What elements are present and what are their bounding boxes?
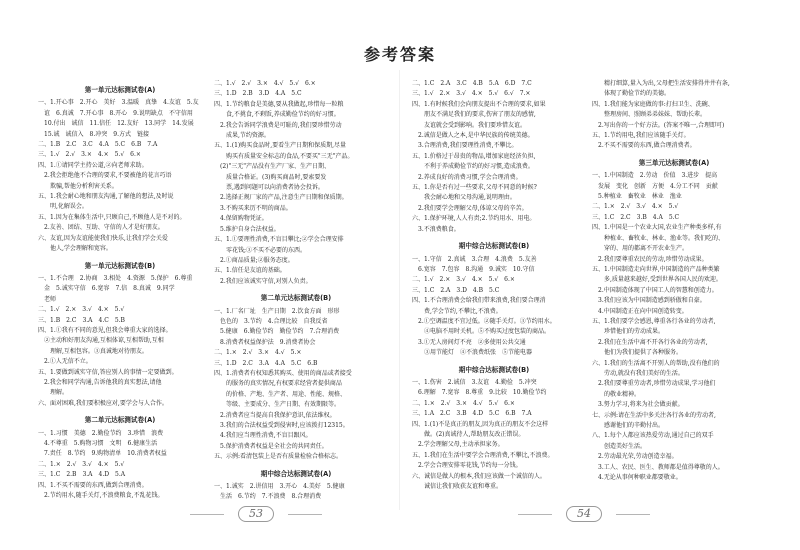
answer-line: 发展 变化 创新 方便 4.分工不同 贡献 (592, 182, 718, 190)
answer-line: 3.不购买来历不明的商品。 (214, 204, 292, 212)
answer-line: 2.友善、团结、互助、守信的人才是好朋友。 (38, 224, 164, 232)
answer-line: 朋友不满足我们的要求,伤害了朋友的感情, (412, 111, 536, 119)
answer-line: 2.中国制造体现了中国工人的智慧和创造力。 (592, 286, 718, 294)
answer-line: 五、1.因为在集体生活中,只顾自己,不顾他人是不对的。 (38, 213, 186, 221)
answer-line: 2.养成良好的消费习惯,学会合理消费。 (412, 173, 522, 181)
answer-line: 5.健康 6.勤俭节约 勤俭节约 7.合理消费 (214, 328, 340, 336)
answer-line: 零花钱;③不买不必要的东西。 (214, 246, 307, 254)
answer-line: 一、1.厂名厂址 生产日期 2.饮食方面 形形 (214, 307, 340, 315)
answer-column-4 (592, 79, 756, 503)
answer-line: 5.保护消费者权益是全社会的共同责任。 (214, 442, 328, 450)
page-number-right (554, 506, 614, 522)
answer-line: 八、1.每个人都应该热爱劳动,通过自己的双手 (592, 432, 714, 440)
answer-line: 等级、主要成分、生产日期、有效期限等。 (214, 401, 341, 409)
answer-line: 友谊就会受到影响。我们要珍惜友谊。 (412, 121, 527, 129)
answer-line: 食,不挑食,不剩饭,养成勤俭节约的好习惯。 (214, 111, 340, 119)
answer-line: 一、1.习惯 美德 2.勤俭节约 3.珍惜 浪费 (38, 429, 164, 437)
answer-line: 3.工人、农民、医生、教师都是值得尊敬的人。 (592, 463, 724, 471)
answer-line: 四、1.中国是一个农业大国,农业生产种类多样,有 (592, 224, 722, 232)
answer-line: 四、1.①我有不同的意见,但我会尊重大家的选择。 (38, 326, 172, 334)
answer-line: 四、1.不买不需要的东西,做到合理消费。 (38, 481, 148, 489)
answer-line: 2.①空调温度不宜过低。②随手关灯。③节约用水。 (412, 317, 556, 325)
answer-line: 费,学会节约,不攀比,不浪费。 (412, 307, 502, 315)
answer-line: 欺骗,帮他分析利害关系。 (38, 182, 118, 190)
section-heading: 第二单元达标测试卷(B) (260, 294, 332, 303)
answer-line: 五、1.我们要学会感恩,尊重各行各业的劳动者, (592, 317, 716, 325)
answer-line: 的服务的真实情况,有权要求经营者提供商品 (214, 380, 342, 388)
answer-line: 2.诚信是做人之本,是中华民族的传统美德。 (412, 132, 534, 140)
answer-line: 2.我们在生活中离不开各行各业的劳动者, (592, 338, 708, 346)
answer-line: 不利于养成勤俭节约的好习惯,造成浪费。 (412, 163, 534, 171)
answer-line: 购买有质量安全标志的食品,不要买"三无"产品。 (214, 152, 354, 160)
answer-line: 七、示例:请在生活中多关注各行各业的劳动者, (592, 411, 716, 419)
answer-line: 理解,互相包容。③真诚地对待朋友。 (38, 347, 148, 355)
answer-line: 三、1.C 2.B 3.A 4.D 5.A (38, 471, 126, 479)
answer-line: 6.宽容 7.包容 8.沟通 9.诚实 10.守信 (412, 265, 535, 273)
answer-column-2 (214, 79, 378, 503)
answer-line: 穿的、用的都离不开农业生产。 (592, 245, 689, 253)
answer-line: 2.节约用水,随手关灯,不浪费粮食,不乱花钱。 (38, 492, 164, 500)
answer-line: 5.种植业 畜牧业 林业 渔业 (592, 193, 682, 201)
answer-line: 3.我们的合法权益受到侵害时,应该拨打12315。 (214, 422, 349, 429)
answer-line: 四、1.(1)不是真正的朋友,因为真正的朋友不会这样 (412, 420, 549, 428)
answer-line: 做。(2)真诚待人,帮助朋友改正错误。 (412, 431, 525, 438)
section-heading: 期中综合达标测试卷(A) (260, 469, 332, 478)
answer-line: 五、1.价格过于昂贵的物品,增加家庭经济负担, (412, 152, 536, 160)
answer-line: 三、1.D 2.C 3.A 4.A 5.C 6.B (214, 359, 318, 367)
page-number-left-text: 53 (238, 506, 274, 522)
section-heading: 期中综合达标测试卷(B) (458, 365, 530, 374)
answer-line: 二、1.B 2.C 3.C 4.A 5.C 6.B 7.A (38, 141, 158, 149)
answer-line: 精打细算,量入为出,父母把生活安排得井井有条, (592, 80, 730, 87)
answer-line: 四、1.有时候我们会向朋友提出不合理的要求,如果 (412, 100, 546, 108)
answer-line: 多,质量越来越好,受到世界各国人民的欢迎。 (592, 276, 722, 284)
section-heading: 第一单元达标测试卷(B) (84, 261, 156, 270)
answer-line: 六、友谊,因为友谊能使我们快乐,让我们学会关爱 (38, 234, 168, 242)
answer-line: 二、1.√ 2.× 3.√ 4.× 5.√ 6.× (412, 276, 515, 284)
answer-line: 五、1.要做到诚实守信,答应别人的事情一定要做到。 (38, 368, 178, 376)
answer-line: 二、1.× 2.√ 3.× 4.√ 5.× (214, 349, 302, 357)
page-number-right-text: 54 (566, 506, 602, 522)
answer-line: 2.我会和同学沟通,告诉他我的真实想法,请他 (38, 378, 162, 386)
answer-line: 谊 6.真诚 7.开心事 8.开心 9.说明缺点 不守信用 (38, 109, 193, 117)
answer-line: 二、1.√ 2.× 3.√ 4.× 5.√ (38, 306, 125, 314)
answer-line: ④电脑不用时关机。⑤不购买过度包装的商品。 (412, 328, 551, 336)
answer-line: 3.我们应该为中国制造感到骄傲和自豪。 (592, 297, 706, 305)
answer-line: 诚信让我们收获友谊和尊重。 (412, 483, 503, 491)
answer-line: 3.合理消费,我们要理性消费,不攀比。 (412, 142, 518, 150)
answer-line: 4.我们应当理性消费,不盲目跟风。 (214, 432, 312, 440)
answer-line: 2.我会拒绝他不合理的要求,不要被他的花言巧语 (38, 172, 172, 180)
answer-line: 4.中国制造正在向中国创造转变。 (592, 307, 688, 315)
answer-line: 色色的 3.节约 4.合理比较 自我反省 (214, 317, 328, 325)
answer-line: 明,化解误会。 (38, 203, 88, 211)
answer-line: 4.保留购物凭证。 (214, 215, 268, 223)
answer-line: 3.不浪费粮食。 (412, 225, 460, 233)
answer-line: 6.理解 7.宽容 8.尊重 9.比较 10.勤俭节约 (412, 389, 547, 397)
answer-line: 2.我们要尊重农民的劳动,珍惜劳动成果。 (592, 255, 708, 263)
answer-line: 四、1.不合理消费会给我们带来浪费,我们要合理消 (412, 297, 546, 305)
section-heading: 第三单元达标测试卷(A) (638, 158, 710, 167)
answer-line: 4.无论从事何种职业都要敬业。 (592, 474, 682, 482)
answer-column-1 (38, 79, 202, 503)
answer-line: 二、1.√ 2.√ 3.× 4.√ 5.√ 6.× (214, 80, 316, 87)
answer-line: 一、1.诚实 2.讲信用 3.开心 4.美好 5.健康 (214, 483, 345, 491)
answer-line: 2.不买不需要的东西,做合理消费者。 (592, 142, 696, 150)
answer-line: 六、面对困难,我们要积极应对,要学会与人合作。 (38, 399, 168, 407)
answer-line: 2.选择正规厂家的产品,注意生产日期和保质期。 (214, 194, 348, 202)
page-number-left (226, 506, 286, 522)
answer-line: 他人,学会理解和宽容。 (38, 245, 112, 253)
answer-line: 五、1.我会耐心地和朋友沟通,了解他的想法,及时说 (38, 193, 174, 201)
answer-line: 五、1.我们在生活中要学会合理消费,不攀比,不浪费。 (412, 451, 554, 459)
answer-line: 2.我们应该诚实守信,对别人负责。 (214, 277, 312, 285)
page-gutter (399, 70, 400, 510)
answer-line: 五、1.信任是友谊的基础。 (214, 267, 286, 275)
answer-line: 三、1.A 2.C 3.B 4.D 5.C 6.B 7.A (412, 410, 532, 418)
answer-line: 六、1.保护环境,人人有责;2.节约用水、用电。 (412, 215, 536, 223)
answer-line: 2.①人无信不立。 (38, 358, 92, 366)
answer-line: 2.①商品质量;②服务态度。 (214, 256, 294, 264)
section-heading: 第二单元达标测试卷(A) (84, 416, 156, 425)
answer-column-3 (412, 79, 576, 503)
answer-line: 我会耐心地和父母沟通,说明理由。 (412, 194, 516, 202)
answer-line: 2.劳动最光荣,劳动创造幸福。 (592, 453, 678, 461)
answer-line: 2.我们要学会理解父母,体谅父母的辛苦。 (412, 204, 528, 212)
answer-line: 质量合格证。(3)购买商品时,要索要发 (214, 173, 327, 181)
answer-line: 四、1.节约粮食是美德,要从我做起,珍惜每一粒粮 (214, 100, 344, 108)
answer-line: 三、1.√ 2.× 3.√ 4.× 5.√ 6.√ 7.× (412, 90, 531, 98)
answer-line: 一、1.开心事 2.开心 美好 3.温暖 真挚 4.友谊 5.友 (38, 99, 199, 107)
answer-line: 二、1.× 2.√ 3.√ 4.× 5.√ (592, 203, 679, 211)
answer-line: 劳动,就没有我们美好的生活。 (592, 369, 684, 377)
answer-line: 的价格、产地、生产者、用途、性能、规格、 (214, 390, 347, 398)
answer-line: 2.我会告诉同学浪费是可耻的,我们要珍惜劳动 (214, 121, 342, 129)
answer-line: 六、1.我们的生活离不开别人的帮助,没有他们的 (592, 359, 720, 367)
answer-line: 五、1.你是否有过一些要求,父母不同意的时候? (412, 184, 537, 192)
answer-line: 5.维护自身合法权益。 (214, 225, 280, 233)
answer-line: 老师 (38, 295, 57, 303)
answer-line: 一、1.守信 2.真诚 3.合理 4.浪费 5.友善 (412, 255, 537, 263)
answer-line: 2.学会合理安排零花钱,节约每一分钱。 (412, 462, 522, 470)
answer-line: 8.消费者权益保护法 9.消费者协会 (214, 338, 316, 346)
answer-line: ③用节能灯 ④不浪费纸张 ⑤节能电器 (412, 349, 533, 357)
answer-line: 2.写出你的一个好方法。(答案不唯一,合理即可) (592, 121, 725, 129)
answer-line: 四、1.我们能为家庭做的事:打扫卫生、洗碗、 (592, 100, 714, 108)
answer-line: 三、1.√ 2.√ 3.× 4.× 5.√ 6.× (38, 151, 141, 159)
answer-line: 三、1.D 2.B 3.D 4.A 5.C (214, 90, 302, 98)
answer-line: 二、1.× 2.√ 3.× 4.√ 5.√ 6.× (412, 399, 515, 407)
answer-line: 整理房间、照顾弟弟妹妹、帮助长辈。 (592, 111, 707, 119)
answer-line: 三、1.C 2.A 3.D 4.B 5.C (412, 286, 500, 294)
answer-line: 一、1.中国制造 2.劳动 价值 3.进步 提高 (592, 172, 718, 180)
answer-line: 生活 6.节约 7.不浪费 8.合理消费 (214, 493, 322, 501)
answer-line: 一、1.伤害 2.诚信 3.友谊 4.勤俭 5.冲突 (412, 378, 537, 386)
answer-line: 六、诚信是做人的根本,我们应该做一个诚信的人。 (412, 472, 546, 480)
answer-line: 一、1.不合理 2.协商 3.相处 4.资源 5.保护 6.尊重 (38, 274, 193, 282)
answer-line: 票,遇到问题可以向消费者协会投诉。 (214, 184, 324, 192)
answer-line: 感谢他们的辛勤付出。 (592, 422, 665, 429)
answer-line: 二、1.C 2.A 3.C 4.B 5.A 6.D 7.C (412, 80, 532, 87)
answer-line: 二、1.× 2.√ 3.√ 4.× 5.√ (38, 460, 125, 468)
answer-line: 他们为我们提供了各种服务。 (592, 349, 683, 357)
answer-line: 的敬业精神。 (592, 390, 641, 398)
answer-line: 创造美好生活。 (592, 442, 647, 450)
answer-line: 五、1.①要理性消费,不盲目攀比;②学会合理安排 (214, 236, 344, 244)
section-heading: 期中综合达标测试卷(B) (458, 242, 530, 251)
answer-line: 五、示例:看清包装上是否有质量检验合格标志。 (214, 453, 343, 461)
answer-line: 种植业、畜牧业、林业、渔业等。我们吃的、 (592, 234, 725, 242)
answer-line: 理解。 (38, 389, 69, 397)
answer-line: 五、1.中国制造走向世界,中国制造的产品种类繁 (592, 265, 720, 273)
section-heading: 第一单元达标测试卷(A) (84, 86, 156, 94)
answer-line: 体现了勤俭节约的美德。 (592, 90, 671, 98)
answer-line: 3.努力学习,将来为社会做贡献。 (592, 401, 684, 409)
answer-line: 四、1.消费者有权知悉其购买、使用的商品或者接受 (214, 369, 352, 377)
answer-line: 2.我们要尊重劳动者,珍惜劳动成果,学习他们 (592, 380, 716, 388)
answer-line: 15.诚 诚信入 8.冲突 9.方式 链接 (38, 130, 149, 138)
answer-line: ②主动和好朋友沟通,互相体谅,互相帮助,互相 (38, 337, 164, 345)
answer-line: 7.责任 8.节约 9.购物清单 10.消费者权益 (38, 450, 167, 458)
answer-line: 10.付出 诚信 11.信任 12.友好 13.同学 14.发展 (38, 120, 194, 128)
answer-line: 成果,节约资源。 (214, 132, 270, 140)
answer-line: 2.消费者应当提高自我保护意识,依法维权。 (214, 411, 336, 419)
answer-line: 4.不尊重 5.购物习惯 文明 6.健康生活 (38, 440, 158, 447)
answer-line: 三、1.B 2.C 3.A 4.C 5.B (38, 316, 125, 324)
answer-line: 四、1.①请同学主持公道,②向老师求助。 (38, 161, 148, 169)
answer-line: 五、1.节约用电,我们应该随手关灯。 (592, 132, 690, 140)
answer-line: 金 5.诚实守信 6.宽容 7.信 8.真诚 9.同学 (38, 285, 175, 293)
answer-line: (2)"三无"产品没有生产厂家、生产日期、 (214, 163, 331, 171)
answer-line: 五、1.(1)购买食品时,要看生产日期和保质期,尽量 (214, 142, 347, 150)
answer-line: 三、1.C 2.C 3.B 4.A 5.C (592, 213, 680, 221)
answer-line: 3.①无人房间灯不亮 ②多使用公共交通 (412, 338, 526, 346)
answer-line: 珍惜他们的劳动成果。 (592, 328, 665, 336)
answer-line: 2.学会理解父母,主动承担家务。 (412, 441, 504, 449)
page-title: 参考答案 (363, 45, 436, 64)
